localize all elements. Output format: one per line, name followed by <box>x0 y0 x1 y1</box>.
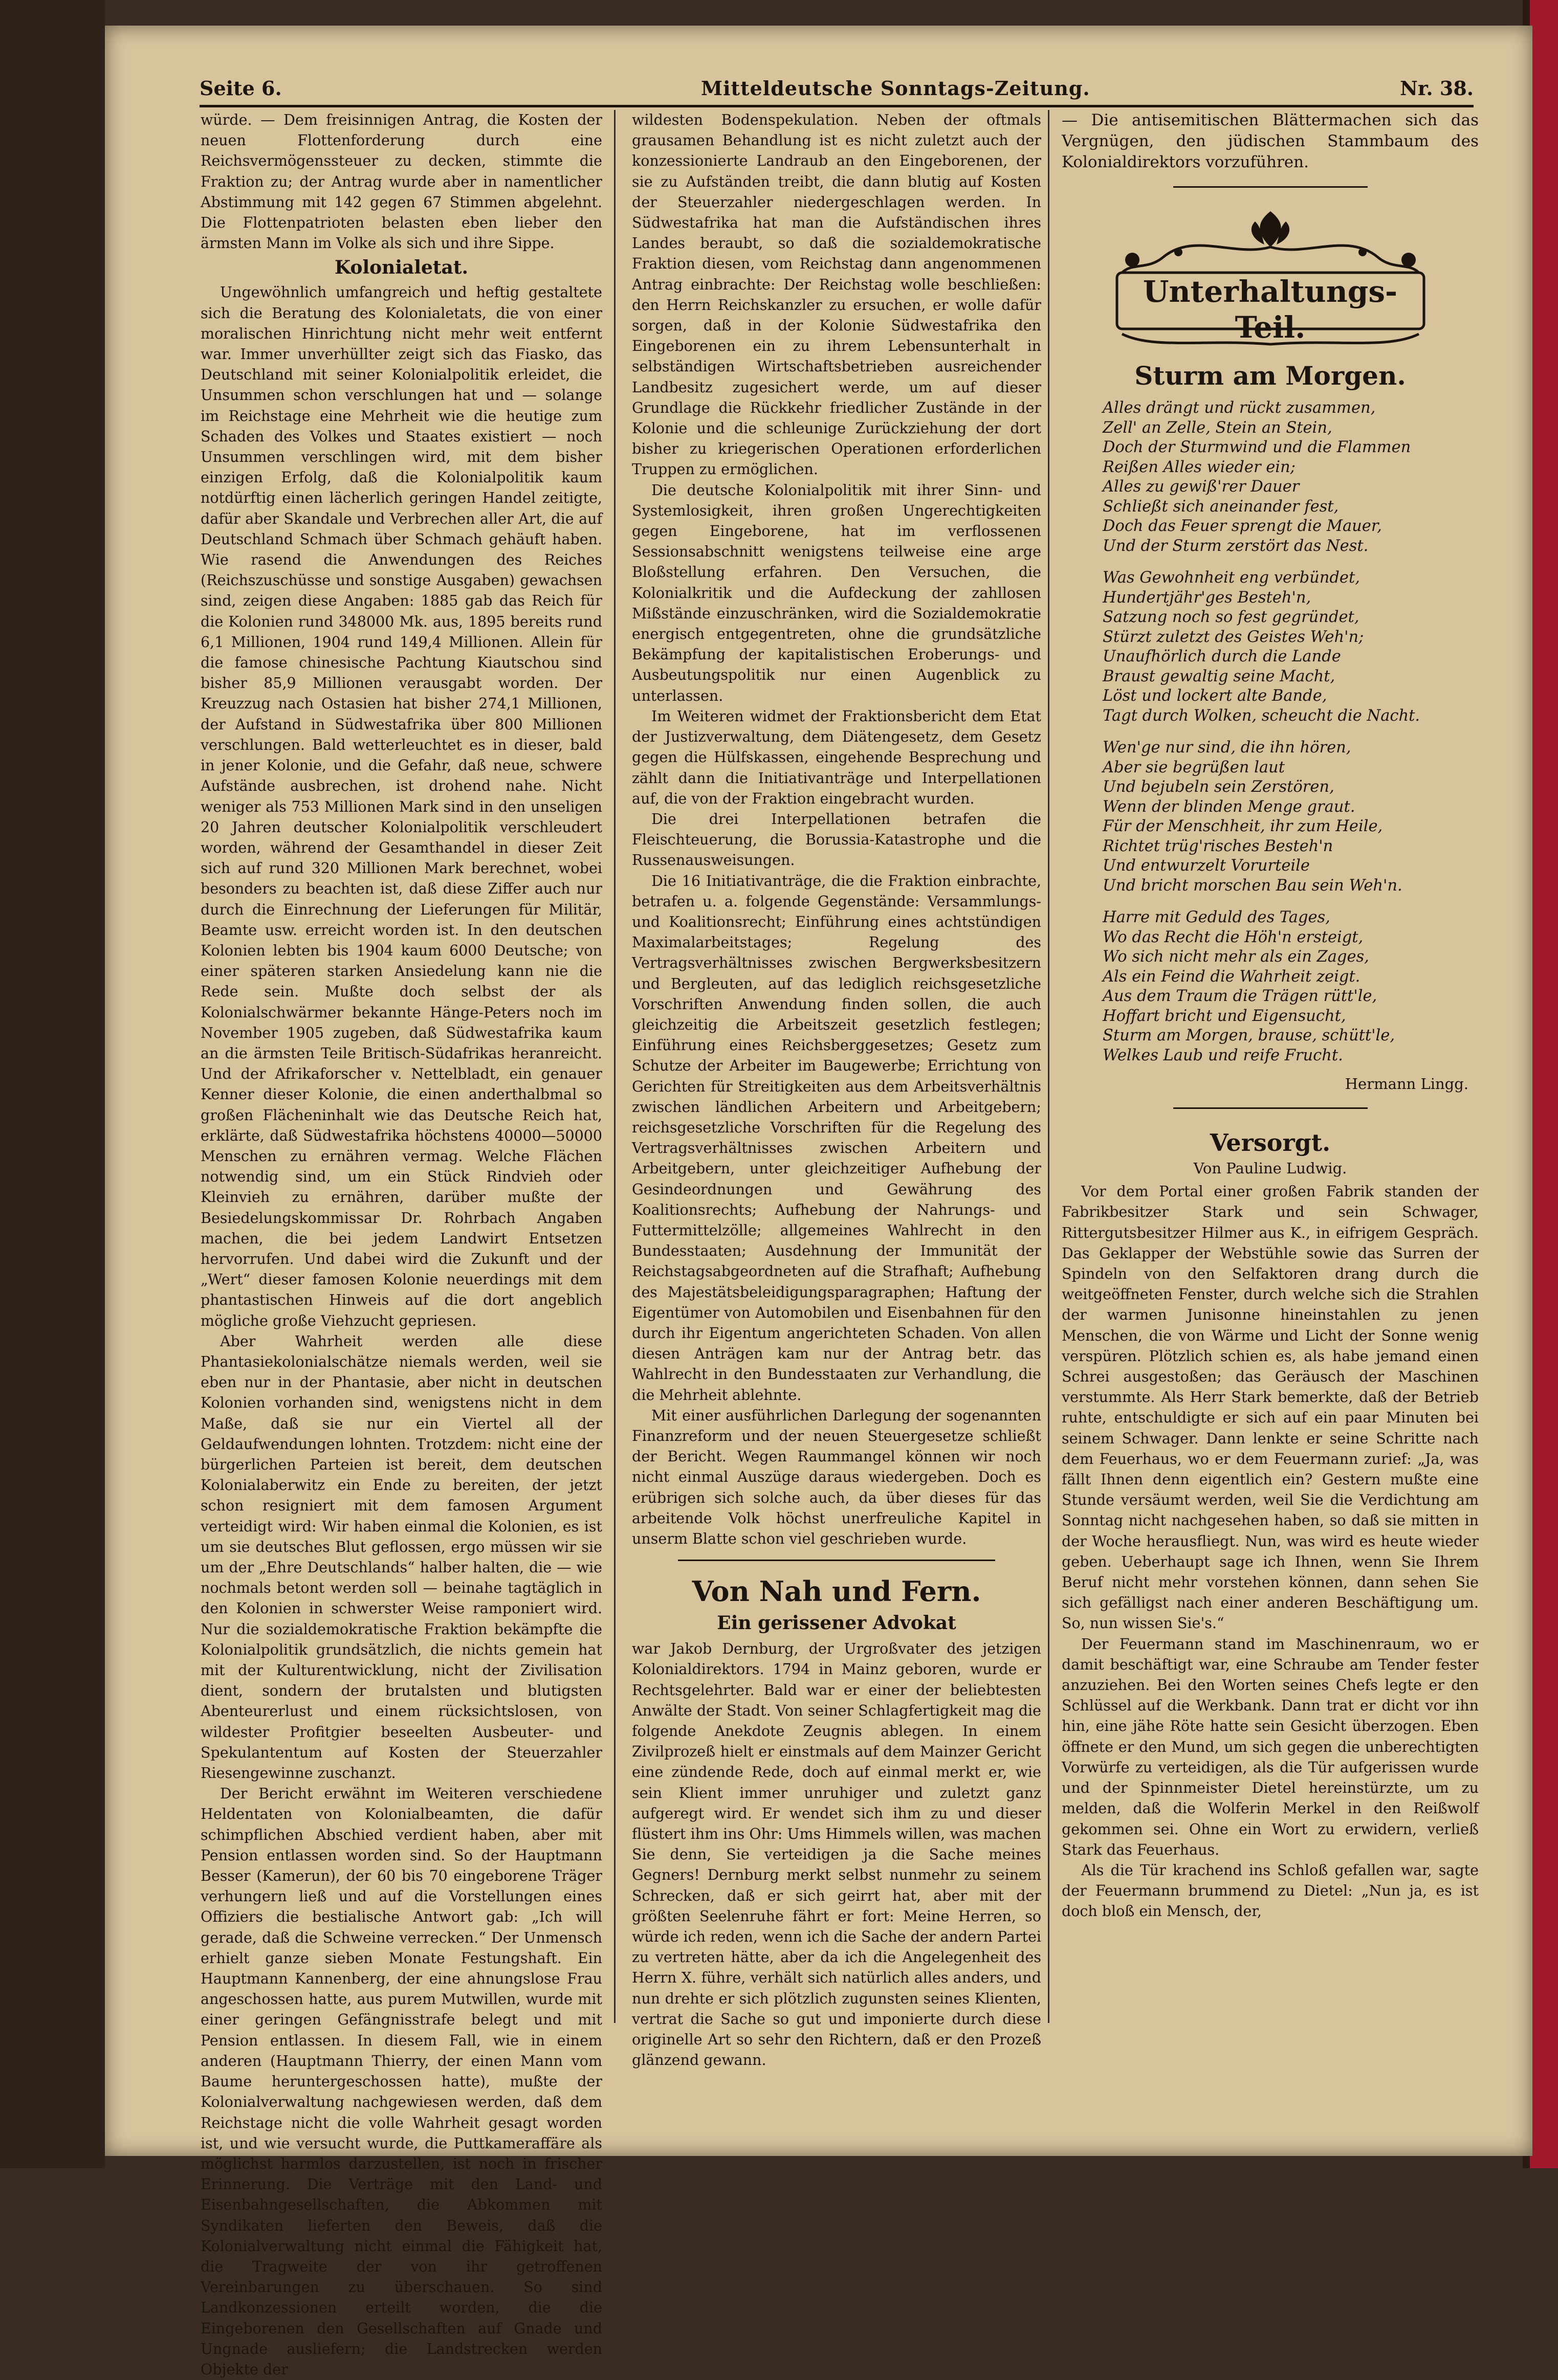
article-paragraph: Mit einer ausführlichen Darlegung der sogenannten Finanzreform und der neuen Steuergesetze schließt der Bericht. Wegen Raummangel können wir noch nicht einmal Auszüge daraus wiedergeben. Doch es erübrigen sich solche auch, da über dieses für das arbeitende Volk höchst unerfreuliche Kapitel in unserm Blatte schon viel geschrieben wurde. <box>632 1407 1041 1548</box>
poem-line: Wo das Recht die Höh'n ersteigt, <box>1103 928 1364 946</box>
poem-line: Richtet trüg'risches Besteh'n <box>1103 837 1333 855</box>
section-heading-von-nah-und-fern: Von Nah und Fern. <box>692 1575 981 1608</box>
poem-line: Als ein Feind die Wahrheit zeigt. <box>1103 967 1360 986</box>
poem-line: Für der Menschheit, ihr zum Heile, <box>1103 817 1383 835</box>
newspaper-title: Mitteldeutsche Sonntags-Zeitung. <box>701 77 1090 100</box>
subheading-advokat: Ein gerissener Advokat <box>717 1612 956 1634</box>
news-note: — Die antisemitischen Blättermachen sich das Vergnügen, den jüdischen Stammbaum des Kolonialdirektors vorzuführen. <box>1062 111 1479 171</box>
poem-line: Aus dem Traum die Trägen rütt'le, <box>1103 987 1377 1005</box>
story-paragraph: Vor dem Portal einer großen Fabrik standen der Fabrikbesitzer Stark und sein Schwager, Rittergutsbesitzer Hilmer aus K., in eifrigem Gespräch. Das Geklapper der Webstühle sowie das Surren der Spindeln von den Selfaktoren drang durch die weitgeöffneten Fenster, durch welche sich die Strahlen der warmen Junisonne hineinstahlen zu jenen Menschen, die von Wärme und Licht der Sonne wenig verspüren. Plötzlich schien es, als habe jemand einen Schrei ausgestoßen; das Geräusch der Maschinen verstummte. Als Herr Stark bemerkte, daß der Betrieb ruhte, entschuldigte er sich auf ein paar Minuten bei seinem Schwager. Dann lenkte er seine Schritte nach dem Feuerhaus, wo er dem Feuermann zurief: „Ja, was fällt Ihnen denn eigentlich ein? Gestern mußte eine Stunde versäumt werden, weil Sie die Verdichtung am Sonntag nicht nachgesehen haben, so daß sie mitten in der Woche herausfliegt. Nun, was wird es heute wieder geben. Ueberhaupt sage ich Ihnen, wenn Sie Ihrem Beruf nicht mehr vorstehen können, dann sehen Sie sich gefälligst nach einer anderen Beschäftigung um. So, nun wissen Sie's.“ <box>1062 1183 1479 1632</box>
divider-rule <box>1173 186 1368 188</box>
article-paragraph: Die deutsche Kolonialpolitik mit ihrer Sinn- und Systemlosigkeit, ihren großen Ungerechtigkeiten gegen Eingeborene, hat im verflossenen Sessionsabschnitt wenigstens teilweise eine arge Bloßstellung erfahren. Den Versuchen, die Kolonialkritik und die Aufdeckung der zahllosen Mißstände einzuschränken, wird die Sozialdemokratie energisch entgegentreten, ohne die grundsätzliche Bekämpfung der kapitalistischen Eroberungs- und Ausbeutungspolitik nur einen Augenblick zu unterlassen. <box>632 481 1041 704</box>
poem-line: Braust gewaltig seine Macht, <box>1103 667 1335 685</box>
poem-line: Doch das Feuer sprengt die Mauer, <box>1103 517 1382 535</box>
poem-stanza <box>1103 738 1479 896</box>
article-continuation: würde. — Dem freisinnigen Antrag, die Kosten der neuen Flottenforderung durch eine Reichsvermögenssteuer zu decken, stimmte die Fraktion zu; der Antrag wurde aber in namentlicher Abstimmung mit 142 gegen 67 Stimmen abgelehnt. Die Flottenpatrioten belasten eben lieber den ärmsten Mann im Volke als sich und ihre Sippe. <box>201 112 602 252</box>
book-binding <box>0 0 105 2168</box>
column-divider-1 <box>614 110 616 2023</box>
poem-line: Harre mit Geduld des Tages, <box>1103 908 1330 926</box>
poem-line: Stürzt zuletzt des Geistes Weh'n; <box>1103 628 1364 646</box>
poem-line: Welkes Laub und reife Frucht. <box>1103 1046 1343 1064</box>
story-paragraph: Der Feuermann stand im Maschinenraum, wo er damit beschäftigt war, eine Schraube am Tender fester anzuziehen. Bei den Worten seines Chefs legte er den Schlüssel auf die Werkbank. Dann trat er dicht vor ihn hin, eine jähe Röte hatte sein Gesicht überzogen. Eben öffnete er den Mund, um sich gegen die unberechtigten Vorwürfe zu verteidigen, als die Tür aufgerissen wurde und der Spinnmeister Dietel hereinstürzte, um zu melden, daß die Wolferin Merkel in den Reißwolf gekommen sei. Ohne ein Wort zu erwidern, verließ Stark das Feuerhaus. <box>1062 1635 1479 1858</box>
section-heading-kolonialetat: Kolonialetat. <box>334 257 469 279</box>
story-paragraph: Als die Tür krachend ins Schloß gefallen war, sagte der Feuermann brummend zu Dietel: „Nun ja, es ist doch bloß ein Mensch, der, <box>1062 1861 1479 1920</box>
poem-body <box>1062 398 1479 1065</box>
poem-line: Alles zu gewiß'rer Dauer <box>1103 478 1300 496</box>
poem-line: Satzung noch so fest gegründet, <box>1103 608 1359 626</box>
poem-line: Wenn der blinden Menge graut. <box>1103 797 1355 816</box>
section-rule <box>678 1560 995 1561</box>
article-paragraph: Aber Wahrheit werden alle diese Phantasiekolonialschätze niemals werden, weil sie eben nur in der Phantasie, aber nicht in deutschen Kolonien vorhanden sind, wenigstens nicht in dem Maße, daß sie nur ein Viertel all der Geldaufwendungen lohnten. Trotzdem: nicht eine der bürgerlichen Parteien ist bereit, dem deutschen Kolonialaberwitz ein Ende zu bereiten, der jetzt schon resigniert mit dem famosen Argument verteidigt wird: Wir haben einmal die Kolonien, es ist um sie deutsches Blut geflossen, ergo müssen wir sie um der „Ehre Deutschlands“ halber halten, die — wie nochmals betont werden soll — beinahe tagtäglich in den Kolonien in schwerster Weise ramponiert wird. Nur die sozialdemokratische Fraktion bekämpfte die Kolonialpolitik grundsätzlich, die nichts gemein hat mit der Kulturentwicklung, nicht der Zivilisation dient, sondern der brutalsten und blutigsten Abenteurerlust und einem rücksichtslosen, von wildester Profitgier beseelten Ausbeuter- und Spekulantentum auf Kosten der Steuerzahler Riesengewinne zuschanzt. <box>201 1332 602 1782</box>
poem-line: Zell' an Zelle, Stein an Stein, <box>1103 418 1332 437</box>
divider-rule <box>1173 1107 1368 1109</box>
column-1 <box>201 110 602 2378</box>
poem-stanza <box>1103 908 1479 1065</box>
column-divider-2 <box>1048 110 1049 2023</box>
poem-line: Schließt sich aneinander fest, <box>1103 497 1339 516</box>
poem-line: Doch der Sturmwind und die Flammen <box>1103 438 1411 456</box>
poem-line: Und der Sturm zerstört das Nest. <box>1103 537 1369 555</box>
feuilleton-title: Unterhaltungs-Teil. <box>1143 274 1398 345</box>
issue-number: Nr. 38. <box>1400 77 1474 100</box>
poem-line: Und bricht morschen Bau sein Weh'n. <box>1103 876 1402 895</box>
article-paragraph: Ungewöhnlich umfangreich und heftig gestaltete sich die Beratung des Kolonialetats, die von einer moralischen Hinrichtung nicht mehr weit entfernt war. Immer unverhüllter zeigt sich das Fiasko, das Deutschland mit seiner Kolonialpolitik erleidet, die Unsummen schon verschlungen hat und — solange im Reichstage eine Mehrheit wie die heutige zum Schaden des Volkes und Staates existiert — noch Unsummen verschlingen wird, mit dem bisher einzigen Erfolg, daß die Kolonialpolitik kaum notdürftig einen lächerlich geringen Handel zeitigte, dafür aber Skandale und Verbrechen aller Art, die auf Deutschland Schmach über Schmach gehäuft haben. Wie rasend die Anwendungen des Reiches (Reichszuschüsse und sonstige Ausgaben) gewachsen sind, zeigen diese Angaben: 1885 gab das Reich für die Kolonien rund 348000 Mk. aus, 1895 bereits rund 6,1 Millionen, 1904 rund 149,4 Millionen. Allein für die famose chinesische Pachtung Kiautschou sind bisher 85,9 Millionen verausgabt worden. Der Kreuzzug nach Ostasien hat bisher 274,1 Millionen, der Aufstand in Südwestafrika über 800 Millionen verschlungen. Bald wetterleuchtet es in dieser, bald in jener Kolonie, und die Gefahr, daß neue, schwere Aufstände ausbrechen, ist drohend nahe. Nicht weniger als 753 Millionen Mark sind in den unseligen 20 Jahren deutscher Kolonialpolitik verschleudert worden, während der Gesamthandel in dieser Zeit sich auf rund 320 Millionen Mark berechnet, wobei besonders zu beachten ist, daß diese Ziffer auch nur durch die Einrechnung der Lieferungen für Militär, Beamte usw. erreicht worden ist. In den deutschen Kolonien lebten bis 1904 kaum 6000 Deutsche; von einer späteren starken Ansiedelung kann nie die Rede sein. Mußte doch selbst der als Kolonialschwärmer bekannte Hänge-Peters noch im November 1905 zugeben, daß Südwestafrika kaum an die ärmsten Teile Britisch-Südafrikas heranreicht. Und der Afrikaforscher v. Nettelbladt, ein genauer Kenner dieser Kolonie, die einen anderthalbmal so großen Flächeninhalt wie das Deutsche Reich hat, erklärte, daß Südwestafrika höchstens 40000—50000 Menschen zu ernähren vermag. Welche Flächen notwendig sind, um ein Stück Rindvieh oder Kleinvieh zu ernähren, darüber mußte der Besiedelungskommissar Dr. Rohrbach Angaben machen, die bei jedem Landwirt Entsetzen hervorrufen. Und dabei wird die Zukunft und der „Wert“ dieser famosen Kolonie neuerdings mit dem phantastischen Hinweis auf die dort angeblich mögliche große Viehzucht gepriesen. <box>201 284 602 1329</box>
article-paragraph: wildesten Bodenspekulation. Neben der oftmals grausamen Behandlung ist es nicht zuletzt auch der konzessionierte Landraub an den Eingeborenen, der sie zu Aufständen treibt, die dann blutig auf Kosten der Steuerzahler niedergeschlagen werden. In Südwestafrika hat man die Aufständischen ihres Landes beraubt, so daß die sozialdemokratische Fraktion diesen, vom Reichstag dann angenommenen Antrag einbrachte: Der Reichstag wolle beschließen: den Herrn Reichskanzler zu ersuchen, er wolle dafür sorgen, daß in der Kolonie Südwestafrika den Eingeborenen ein zu ihrem Lebensunterhalt in selbständigen Wirtschaftsbetrieben ausreichender Landbesitz zugesichert werde, um auf dieser Grundlage die Rückkehr friedlicher Zustände in der Kolonie und die schleunige Zurückziehung der dort bisher zu kriegerischen Operationen erforderlichen Truppen zu ermöglichen. <box>632 112 1041 478</box>
poem-line: Wo sich nicht mehr als ein Zages, <box>1103 948 1369 966</box>
story-author: Von Pauline Ludwig. <box>1193 1160 1347 1177</box>
poem-line: Tagt durch Wolken, scheucht die Nacht. <box>1103 706 1420 725</box>
header-rule <box>200 105 1474 107</box>
feuilleton-ornament-header <box>1102 201 1439 354</box>
article-paragraph: Die 16 Initiativanträge, die die Fraktion einbrachte, betrafen u. a. folgende Gegenstände: Versammlungs- und Koalitionsrecht; Einführung eines achtstündigen Maximalarbeitstages; Regelung des Vertragsverhältnisses zwischen Bergwerksbesitzern und Bergleuten, auf das lediglich reichsgesetzliche Vorschriften Anwendung finden sollen, die auch gleichzeitig die Arbeitszeit gesetzlich festlegen; Einführung eines Reichsberggesetzes; Gesetz zum Schutze der Arbeiter im Baugewerbe; Errichtung von Gerichten für Streitigkeiten aus dem Arbeitsverhältnis zwischen ländlichen Arbeitern und Arbeitgebern; reichsgesetzliche Vorschriften für die Regelung des Vertragsverhältnisses zwischen Arbeitern und Arbeitgebern, unter gleichzeitiger Aufhebung der Gesindeordnungen und Gewährung des Koalitionsrechts; Aufhebung der Nahrungs- und Futtermittelzölle; allgemeines Wahlrecht in den Bundesstaaten; Ausdehnung der Immunität der Reichstagsabgeordneten auf die Strafhaft; Aufhebung des Majestätsbeleidigungsparagraphen; Haftung der Eigentümer von Automobilen und Eisenbahnen für den durch ihr Eigentum angerichteten Schaden. Von allen diesen Anträgen kam nur der Antrag betr. das Wahlrecht in den Bundesstaaten zur Verhandlung, die die Mehrheit ablehnte. <box>632 872 1041 1404</box>
article-paragraph: Im Weiteren widmet der Fraktionsbericht dem Etat der Justizverwaltung, dem Diätengesetz, dem Gesetz gegen die Hülfskassen, eingehende Besprechung und zählt dann die Initiativanträge und Interpellationen auf, die von der Fraktion eingebracht wurden. <box>632 707 1041 807</box>
column-2 <box>632 110 1041 2069</box>
red-bookmark-edge <box>1530 0 1558 2168</box>
poem-line: Alles drängt und rückt zusammen, <box>1103 399 1376 417</box>
article-paragraph: Die drei Interpellationen betrafen die Fleischteuerung, die Borussia-Katastrophe und die Russenausweisungen. <box>632 810 1041 869</box>
poem-stanza <box>1103 398 1479 556</box>
story-title: Versorgt. <box>1210 1129 1331 1157</box>
poem-line: Und bejubeln sein Zerstören, <box>1103 778 1334 796</box>
poem-line: Sturm am Morgen, brause, schütt'le, <box>1103 1027 1395 1044</box>
poem-line: Hoffart bricht und Eigensucht, <box>1103 1007 1346 1025</box>
poem-line: Aber sie begrüßen laut <box>1103 758 1285 776</box>
poem-stanza <box>1103 568 1479 726</box>
poem-line: Hundertjähr'ges Besteh'n, <box>1103 588 1311 607</box>
poem-author: Hermann Lingg. <box>1345 1075 1468 1093</box>
poem-line: Reißen Alles wieder ein; <box>1103 458 1296 476</box>
poem-line: Was Gewohnheit eng verbündet, <box>1103 569 1360 587</box>
poem-title: Sturm am Morgen. <box>1134 361 1406 391</box>
article-paragraph: Der Bericht erwähnt im Weiteren verschiedene Heldentaten von Kolonialbeamten, die dafür schimpflichen Abschied verdient haben, aber mit Pension entlassen worden sind. So der Hauptmann Besser (Kamerun), der 60 bis 70 eingeborene Träger verhungern ließ und auf die Vorstellungen eines Offiziers die bestialische Antwort gab: „Ich will gerade, daß die Schweine verrecken.“ Der Unmensch erhielt ganze sieben Monate Festungshaft. Ein Hauptmann Kannenberg, der eine ahnungslose Frau angeschossen hatte, aus purem Mutwillen, wurde mit einer geringen Gefängnisstrafe belegt und mit Pension entlassen. In diesem Fall, wie in einem anderen (Hauptmann Thierry, der einen Mann vom Baume heruntergeschossen hatte), mußte der Kolonialverwaltung nachgewiesen werden, daß dem Reichstage nicht die volle Wahrheit gesagt worden ist, und wie versucht wurde, die Puttkameraffäre als möglichst harmlos darzustellen, ist noch in frischer Erinnerung. Die Verträge mit den Land- und Eisenbahngesellschaften, die Abkommen mit Syndikaten lieferten den Beweis, daß die Kolonialverwaltung nicht einmal die Fähigkeit hat, die Tragweite der von ihr getroffenen Vereinbarungen zu überschauen. So sind Landkonzessionen erteilt worden, die die Eingeborenen den Gesellschaften auf Gnade und Ungnade ausliefern; die Landstrecken werden Objekte der <box>201 1785 602 2378</box>
anecdote-paragraph: war Jakob Dernburg, der Urgroßvater des jetzigen Kolonialdirektors. 1794 in Mainz geboren, wurde er Rechtsgelehrter. Bald war er einer der beliebtesten Anwälte der Stadt. Von seiner Schlagfertigkeit mag die folgende Anekdote Zeugnis ablegen. In einem Zivilprozeß hielt er einstmals auf dem Mainzer Gericht eine zündende Rede, doch auf einmal merkt er, wie sein Klient immer unruhiger und zuletzt ganz aufgeregt wird. Er wendet sich ihm zu und dieser flüstert ihm ins Ohr: Ums Himmels willen, was machen Sie denn, Sie verteidigen ja die Sache meines Gegners! Dernburg merkt selbst nunmehr zu seinem Schrecken, daß er sich geirrt hat, aber mit der größten Seelenruhe fährt er fort: Meine Herren, so würde ich reden, wenn ich die Sache der andern Partei zu vertreten hätte, aber da ich die Angelegenheit des Herrn X. führe, verhält sich natürlich alles anders, und nun drehte er sich plötzlich zugunsten seines Klienten, vertrat die Sache so gut und imponierte durch diese originelle Art so sehr den Richtern, daß er den Prozeß glänzend gewann. <box>632 1640 1041 2069</box>
poem-line: Löst und lockert alte Bande, <box>1103 687 1327 705</box>
poem-line: Unaufhörlich durch die Lande <box>1103 648 1341 665</box>
page-header <box>200 77 1474 107</box>
page-number: Seite 6. <box>200 77 282 100</box>
poem-line: Und entwurzelt Vorurteile <box>1103 857 1310 875</box>
poem-line: Wen'ge nur sind, die ihn hören, <box>1103 739 1351 757</box>
column-3 <box>1062 110 1479 2008</box>
